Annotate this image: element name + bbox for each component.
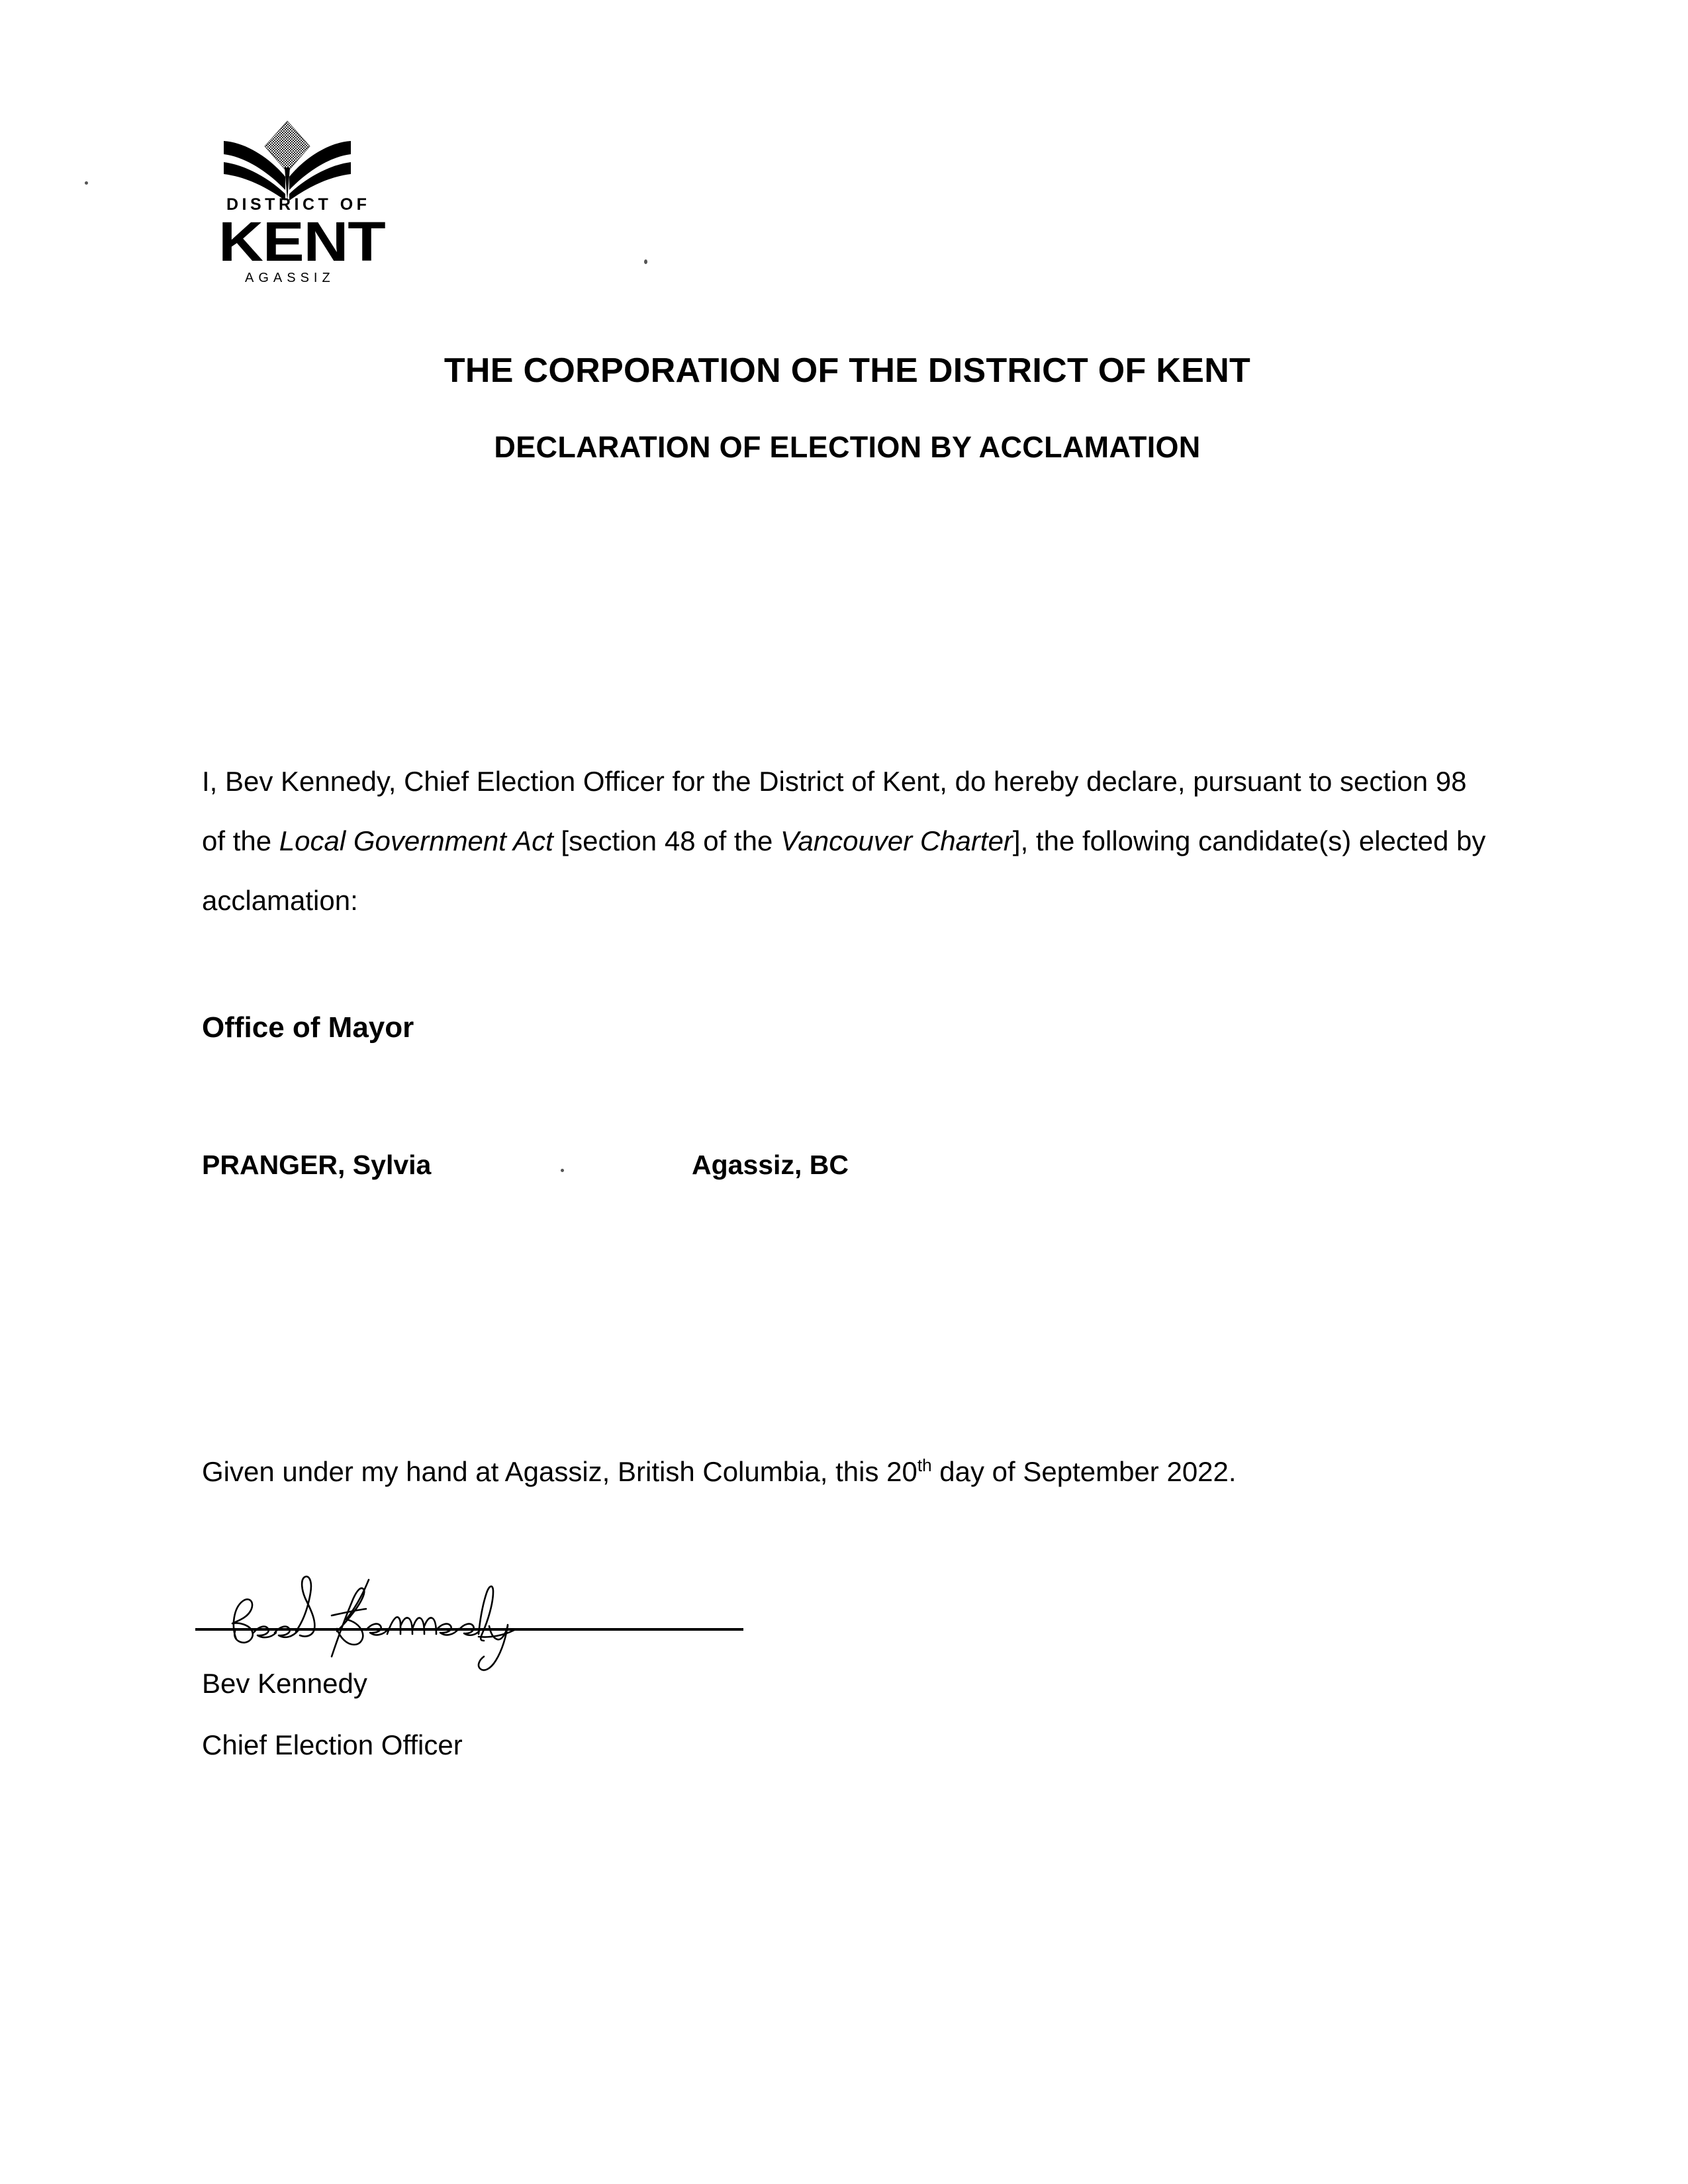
paragraph-segment-2: [section 48 of the [553,825,780,856]
logo-agassiz-text: AGASSIZ [245,271,335,285]
handwritten-signature-icon [202,1552,679,1678]
ordinal-suffix: th [917,1455,932,1475]
office-heading: Office of Mayor [202,1011,414,1044]
logo-district-text: DISTRICT OF [226,195,371,214]
scan-artifact-speck [644,259,647,264]
signatory-role: Chief Election Officer [202,1729,463,1760]
scan-artifact-speck [85,181,88,185]
document-title: THE CORPORATION OF THE DISTRICT OF KENT [444,351,1251,390]
signature-rule [195,1628,743,1631]
candidate-location: Agassiz, BC [692,1150,849,1180]
signature-block [195,1552,791,1764]
open-book-mountain-logo-icon [218,116,410,202]
logo-kent-text: KENT [218,210,385,273]
statute-vancouver-charter: Vancouver Charter [780,825,1013,856]
scan-artifact-speck [561,1169,564,1172]
statute-local-government-act: Local Government Act [279,825,553,856]
attestation-text-before: Given under my hand at Agassiz, British Columbia, this 20 [202,1456,917,1487]
document-subtitle: DECLARATION OF ELECTION BY ACCLAMATION [494,430,1201,464]
attestation-line [202,1456,1237,1488]
paragraph-segment-1: I, Bev Kennedy, Chief Election Officer for the District of Kent, do hereby declare, pursuant to section 98 of the [202,766,1467,856]
attestation-text-after: day of September 2022. [931,1456,1237,1487]
signatory-name: Bev Kennedy [202,1668,367,1699]
candidate-name: PRANGER, Sylvia [202,1150,432,1180]
paragraph-segment-3: ], the following candidate(s) elected by acclamation: [202,825,1486,916]
district-of-kent-logo [218,116,410,298]
declaration-paragraph [202,752,1489,931]
